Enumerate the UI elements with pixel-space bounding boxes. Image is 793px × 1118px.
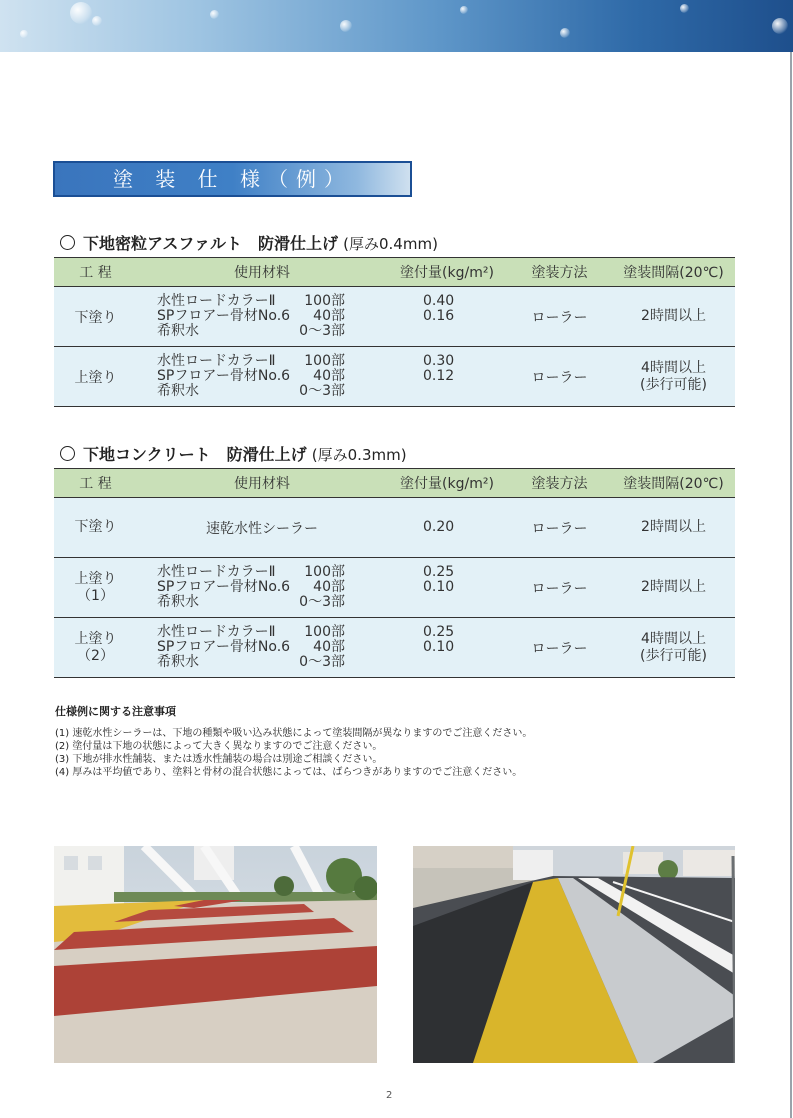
interval-note: (歩行可能): [640, 376, 707, 393]
material-name: 希釈水: [157, 594, 199, 610]
process-cell: 下塗り: [54, 287, 137, 347]
section-title: 塗 装 仕 様（例）: [53, 161, 412, 197]
photo-yellow-sidewalk: [413, 846, 735, 1063]
process-cell: [54, 498, 137, 558]
table1-heading-text: 下地密粒アスファルト 防滑仕上げ: [83, 234, 339, 253]
amount-cell: [387, 618, 507, 678]
table2-heading-note: (厚み0.3mm): [311, 446, 407, 464]
process-cell: [54, 558, 137, 618]
material-qty: 100部: [304, 353, 345, 369]
col-header-method: 塗装方法: [507, 469, 612, 498]
interval-value: 2時間以上: [641, 519, 706, 535]
note-item: (1) 速乾水性シーラーは、下地の種類や吸い込み状態によって塗装間隔が異なりますのでご注意ください。: [55, 728, 533, 739]
col-header-process: 工 程: [54, 469, 137, 498]
process-cell: 上塗り: [54, 347, 137, 407]
material-name: 水性ロードカラーⅡ: [157, 564, 276, 580]
col-header-interval: 塗装間隔(20℃): [612, 469, 735, 498]
amount-cell: [387, 558, 507, 618]
method-cell: ローラー: [507, 287, 612, 347]
interval-cell: [612, 347, 735, 407]
col-header-amount: 塗付量(kg/m²): [387, 469, 507, 498]
material-qty: 100部: [304, 293, 345, 309]
interval-value: 2時間以上: [641, 579, 706, 595]
table-row: [54, 498, 735, 558]
material-name: SPフロアー骨材No.6: [157, 308, 291, 324]
circle-bullet-icon: [60, 235, 75, 250]
amount-cell: [387, 347, 507, 407]
table-header-row: [54, 469, 735, 498]
col-header-method: 塗装方法: [507, 258, 612, 287]
process-sub: （2）: [77, 647, 114, 664]
material-qty: 40部: [313, 579, 345, 595]
page-number: 2: [386, 1090, 393, 1101]
notes-section: [55, 703, 532, 779]
material-qty: 0〜3部: [299, 383, 345, 399]
table1-heading-note: (厚み0.4mm): [343, 235, 438, 253]
table2-heading-text: 下地コンクリート 防滑仕上げ: [83, 445, 307, 464]
material-qty: 0〜3部: [299, 654, 345, 670]
col-header-interval: 塗装間隔(20℃): [612, 258, 735, 287]
header-water-banner: [0, 0, 793, 52]
materials-cell: [137, 618, 387, 678]
interval-cell: [612, 498, 735, 558]
notes-title: 仕様例に関する注意事項: [55, 705, 176, 718]
col-header-materials: 使用材料: [137, 469, 387, 498]
material-qty: 0〜3部: [299, 323, 345, 339]
page-edge-rule: [790, 52, 792, 1118]
photo-red-stripe-walkway: [54, 846, 377, 1063]
amount-value: 0.30: [423, 353, 455, 369]
process-label: 下塗り: [74, 519, 117, 535]
material-name: SPフロアー骨材No.6: [157, 579, 291, 595]
materials-cell: [137, 287, 387, 347]
amount-cell: [387, 287, 507, 347]
col-header-process: 工 程: [54, 258, 137, 287]
method-cell: ローラー: [507, 347, 612, 407]
table2-heading: [60, 442, 407, 465]
note-item: (3) 下地が排水性舗装、または透水性舗装の場合は別途ご相談ください。: [55, 754, 383, 765]
spec-table-asphalt: [54, 257, 735, 407]
table-row: [54, 558, 735, 618]
material-qty: 100部: [304, 564, 345, 580]
materials-cell: 速乾水性シーラー: [137, 498, 387, 558]
process-sub: （1）: [77, 587, 114, 604]
table-row: [54, 618, 735, 678]
interval-value: 4時間以上: [641, 630, 706, 647]
table-row: [54, 287, 735, 347]
material-name: SPフロアー骨材No.6: [157, 368, 291, 384]
interval-note: (歩行可能): [640, 647, 707, 664]
col-header-amount: 塗付量(kg/m²): [387, 258, 507, 287]
material-name: 希釈水: [157, 654, 199, 670]
material-name: 水性ロードカラーⅡ: [157, 353, 276, 369]
note-item: (4) 厚みは平均値であり、塗料と骨材の混合状態によっては、ばらつきがありますのでご注意ください。: [55, 767, 523, 778]
material-qty: 100部: [304, 624, 345, 640]
amount-value: 0.10: [423, 579, 455, 595]
amount-value: 0.25: [423, 624, 455, 640]
materials-cell: [137, 347, 387, 407]
table-row: [54, 347, 735, 407]
amount-value: 0.12: [423, 368, 455, 384]
amount-cell: 0.20: [387, 498, 507, 558]
material-name: 希釈水: [157, 323, 199, 339]
interval-cell: [612, 558, 735, 618]
amount-value: 0.40: [423, 293, 455, 309]
interval-cell: [612, 287, 735, 347]
interval-value: 2時間以上: [641, 308, 706, 324]
materials-cell: [137, 558, 387, 618]
process-label: 上塗り: [74, 570, 117, 587]
material-qty: 40部: [313, 639, 345, 655]
method-cell: ローラー: [507, 618, 612, 678]
note-item: (2) 塗付量は下地の状態によって大きく異なりますのでご注意ください。: [55, 741, 383, 752]
material-qty: 40部: [313, 308, 345, 324]
method-cell: ローラー: [507, 498, 612, 558]
table-header-row: [54, 258, 735, 287]
method-cell: ローラー: [507, 558, 612, 618]
amount-value: 0.25: [423, 564, 455, 580]
amount-value: 0.16: [423, 308, 455, 324]
process-cell: [54, 618, 137, 678]
process-label: 上塗り: [74, 630, 117, 647]
col-header-materials: 使用材料: [137, 258, 387, 287]
material-name: SPフロアー骨材No.6: [157, 639, 291, 655]
material-qty: 40部: [313, 368, 345, 384]
amount-value: 0.10: [423, 639, 455, 655]
material-name: 水性ロードカラーⅡ: [157, 624, 276, 640]
circle-bullet-icon: [60, 446, 75, 461]
material-name: 希釈水: [157, 383, 199, 399]
table1-heading: [60, 231, 438, 254]
material-name: 水性ロードカラーⅡ: [157, 293, 276, 309]
spec-table-concrete: [54, 468, 735, 678]
interval-value: 4時間以上: [641, 359, 706, 376]
material-qty: 0〜3部: [299, 594, 345, 610]
interval-cell: [612, 618, 735, 678]
